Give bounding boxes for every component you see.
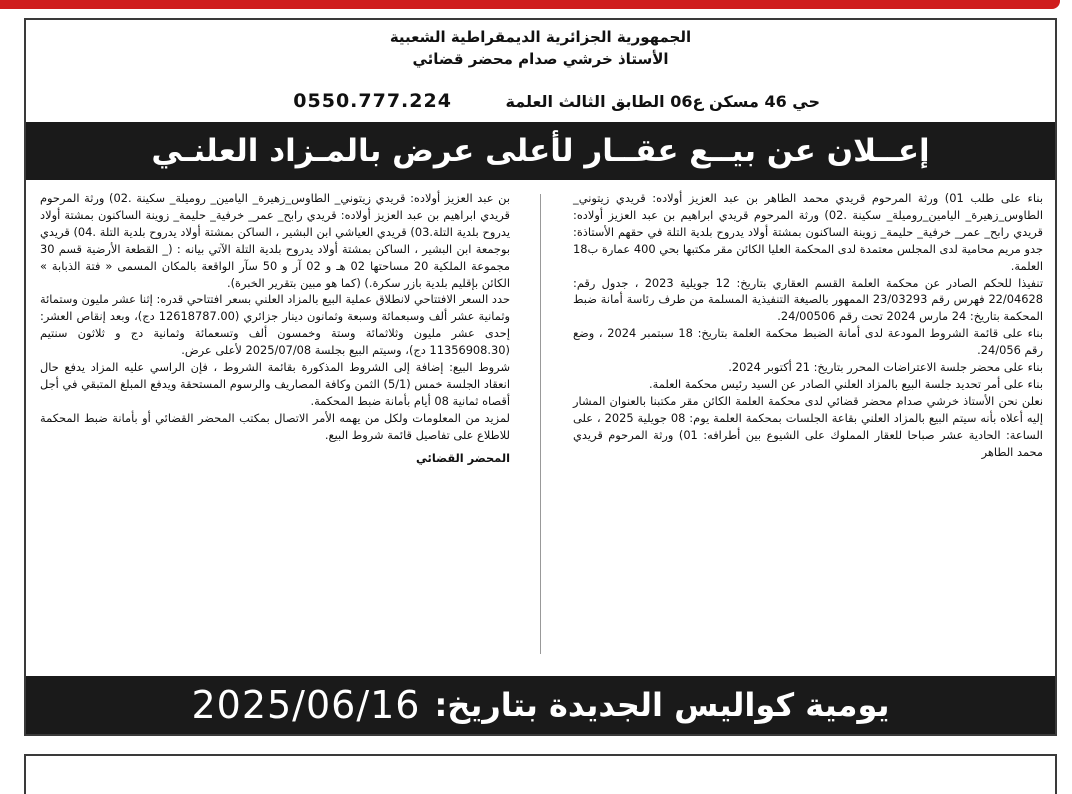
signature: المحضر القضائي <box>416 450 510 465</box>
body-paragraph: لمزيد من المعلومات ولكل من يهمه الأمر الاتصال بمكتب المحضر القضائي أو بأمانة ضبط المحكمة للاطلاع على تفاصيل قائمة شروط البيع. <box>40 410 510 442</box>
next-announcement-frame <box>24 754 1057 794</box>
body-paragraph: بن عبد العزيز أولاده: قريدي زيتوني_ الطاوس_زهيرة_ اليامين_ روميلة_ سكينة .02) ورثة المرحوم قريدي ابراهيم بن عبد العزيز أولاده: قريدي رابح_ عمر_ خرفية_ حليمة_ زوينة الساكنون بمشتة أولاد يدروح بلدية التلة.03) قريدي العياشي ابن البشير ، الساكن بمشتة أولاد يدروح بلدية التلة .04) قريدي بوجمعة ابن البشير ، الساكن بمشتة أولاد يدروح بلدية التلة الآتي بيانه : (_ القطعة الأرضية قسم 30 مجموعة الملكية 20 مساحتها 02 هـ و 02 آر و 50 سآر الواقعة بالمكان المسمى « فتة الذبابة » الكائن بإقليم بلدية بازر سكرة.) (كما هو مبين بتقرير الخبرة). <box>40 191 510 290</box>
body-paragraph: بناء على طلب 01) ورثة المرحوم قريدي محمد الطاهر بن عبد العزيز أولاده: قريدي زيتوني_ الطاوس_زهيرة_ اليامين_روميلة_ سكينة .02) ورثة المرحوم قريدي ابراهيم بن عبد العزيز أولاده: قريدي رابح_ عمر_ خرفية_ حليمة_ زوينة الساكنون بمشتة أولاد يدروح بلدية التلة في حقهم الأستاذة: جدو مريم محامية لدى المجلس معتمدة لدى المحكمة العليا الكائن مقر مكتبها بحي 400 عمارة ب18 العلمة. <box>573 191 1043 273</box>
body-paragraph: نعلن نحن الأستاذ خرشي صدام محضر قضائي لدى محكمة العلمة الكائن مقر مكتبنا بالعنوان المشار إليه أعلاه بأنه سيتم البيع بالمزاد العلني بقاعة الجلسات بمحكمة العلمة يوم: 08 جويلية 2025 ، على الساعة: الحادية عشر صباحا للعقار المملوك على الشيوع بين أطرافه: 01) ورثة المرحوم قريدي محمد الطاهر <box>573 393 1043 459</box>
publication-banner <box>26 676 1055 734</box>
right-column <box>573 190 1043 668</box>
body-paragraph: بناء على أمر تحديد جلسة البيع بالمزاد العلني الصادر عن السيد رئيس محكمة العلمة. <box>649 376 1043 391</box>
body-paragraph: حدد السعر الافتتاحي لانطلاق عملية البيع بالمزاد العلني بسعر افتتاحي قدره: إثنا عشر مليون وستمائة وثمانية عشر ألف وسبعمائة وسبعة وثمانون دينار جزائري (12618787.00 دج)، وبعد إنقاص العشر: إحدى عشر مليون وثلاثمائة وستة وخمسون ألف وتسعمائة وثمانية دج و ثلاثون سنتيم (11356908.30 دج)، وسيتم البيع بجلسة 2025/07/08 لأعلى عرض. <box>40 292 510 358</box>
column-divider <box>540 194 541 654</box>
contact-line <box>293 90 820 112</box>
title-banner <box>26 122 1055 180</box>
body-paragraph: بناء على قائمة الشروط المودعة لدى أمانة الضبط محكمة العلمة بتاريخ: 18 سبتمبر 2024 ، وضع رقم 24/056. <box>573 326 1043 358</box>
announcement-body <box>40 190 1043 668</box>
left-column <box>40 190 510 668</box>
bailiff-name: الأستاذ خرشي صدام محضر قضائي <box>412 50 669 68</box>
body-paragraph: شروط البيع: إضافة إلى الشروط المذكورة بقائمة الشروط ، فإن الراسي عليه المزاد يدفع حال انعقاد الجلسة خمس (5/1) الثمن وكافة المصاريف والرسوم المستحقة ويدفع المبلغ المتبقي في أجل أقصاه ثمانية 08 أيام بأمانة ضبط المحكمة. <box>40 360 510 408</box>
office-address: حي 46 مسكن ع06 الطابق الثالث العلمة <box>505 92 820 111</box>
body-paragraph: تنفيذا للحكم الصادر عن محكمة العلمة القسم العقاري بتاريخ: 12 جويلية 2023 ، جدول رقم: 22/04628 فهرس رقم 23/03293 الممهور بالصيغة التنفيذية المسلمة من طرف رئاسة أمانة ضبط المحكمة بتاريخ: 24 مارس 2024 تحت رقم 24/00506. <box>573 275 1044 324</box>
body-paragraph: بناء على محضر جلسة الاعتراضات المحرر بتاريخ: 21 أكتوبر 2024. <box>728 360 1043 375</box>
announcement-frame <box>24 18 1057 736</box>
republic-line: الجمهورية الجزائرية الديمقراطية الشعبية <box>389 28 692 46</box>
announcement-title: إعــلان عن بيــع عقــار لأعلى عرض بالمـزاد العلنـي <box>151 133 930 169</box>
top-accent-bar <box>0 0 1060 9</box>
announcement-header <box>26 26 1055 70</box>
newspaper-label: يومية كواليس الجديدة بتاريخ: <box>434 686 890 724</box>
phone-number: 0550.777.224 <box>293 90 452 112</box>
publication-date: 2025/06/16 <box>191 683 421 727</box>
